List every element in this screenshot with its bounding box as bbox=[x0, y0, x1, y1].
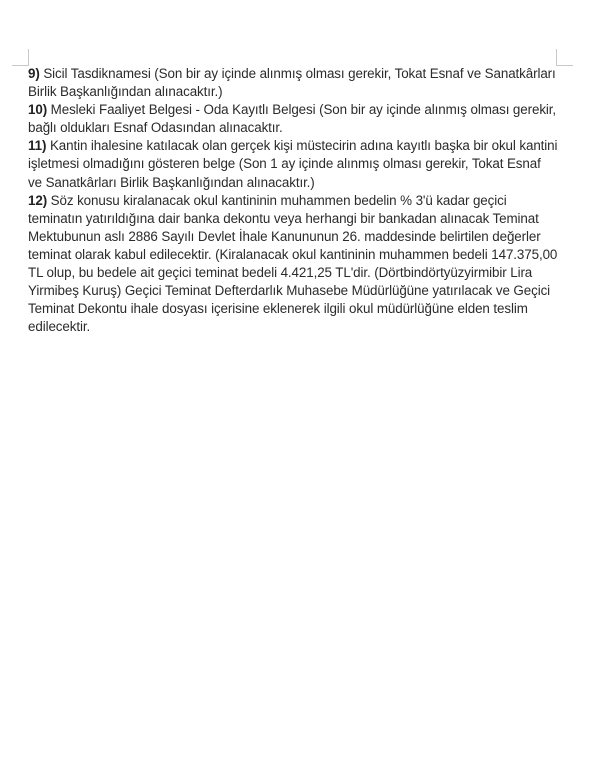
list-item-10 bbox=[28, 101, 558, 137]
list-item-11 bbox=[28, 137, 558, 191]
item-text: Sicil Tasdiknamesi (Son bir ay içinde alınmış olması gerekir, Tokat Esnaf ve Sanatkârları Birlik Başkanlığından alınacaktır.) bbox=[28, 66, 556, 100]
page-corner-mark-top-right bbox=[556, 49, 573, 66]
document-body[interactable] bbox=[28, 65, 558, 336]
page-corner-mark-top-left bbox=[12, 49, 29, 66]
item-text: Mesleki Faaliyet Belgesi - Oda Kayıtlı Belgesi (Son bir ay içinde alınmış olması gerekir, bağlı oldukları Esnaf Odasından alınacaktır. bbox=[28, 102, 557, 136]
item-text: Söz konusu kiralanacak okul kantininin muhammen bedelin % 3'ü kadar geçici teminatın yatırıldığına dair banka dekontu veya herhangi bir bankadan alınacak Teminat Mektubunun aslı 2886 Sayılı Devlet İhale Kanununun 26. maddesinde belirtilen değerler teminat olarak kabul edilecektir. (Kiralanacak okul kantininin muhammen bedeli 147.375,00 TL olup, bu bedele ait geçici teminat bedeli 4.421,25 TL'dir. (Dörtbindörtyüzyirmibir Lira Yirmibeş Kuruş) Geçici Teminat Defterdarlık Muhasebe Müdürlüğüne yatırılacak ve Geçici Teminat Dekontu ihale dosyası içerisine eklenerek ilgili okul müdürlüğüne elden teslim edilecektir. bbox=[28, 192, 558, 335]
item-number: 11) bbox=[28, 138, 47, 154]
item-number: 12) bbox=[28, 192, 48, 208]
item-number: 9) bbox=[28, 66, 40, 81]
list-item-9 bbox=[28, 65, 558, 101]
item-number: 10) bbox=[28, 102, 48, 118]
item-text: Kantin ihalesine katılacak olan gerçek kişi müstecirin adına kayıtlı başka bir okul kantini işletmesi olmadığını gösteren belge (Son 1 ay içinde alınmış olması gerekir, Tokat Esnaf ve Sanatkârları Birlik Başkanlığından alınacaktır.) bbox=[28, 138, 558, 190]
list-item-12 bbox=[28, 192, 558, 337]
